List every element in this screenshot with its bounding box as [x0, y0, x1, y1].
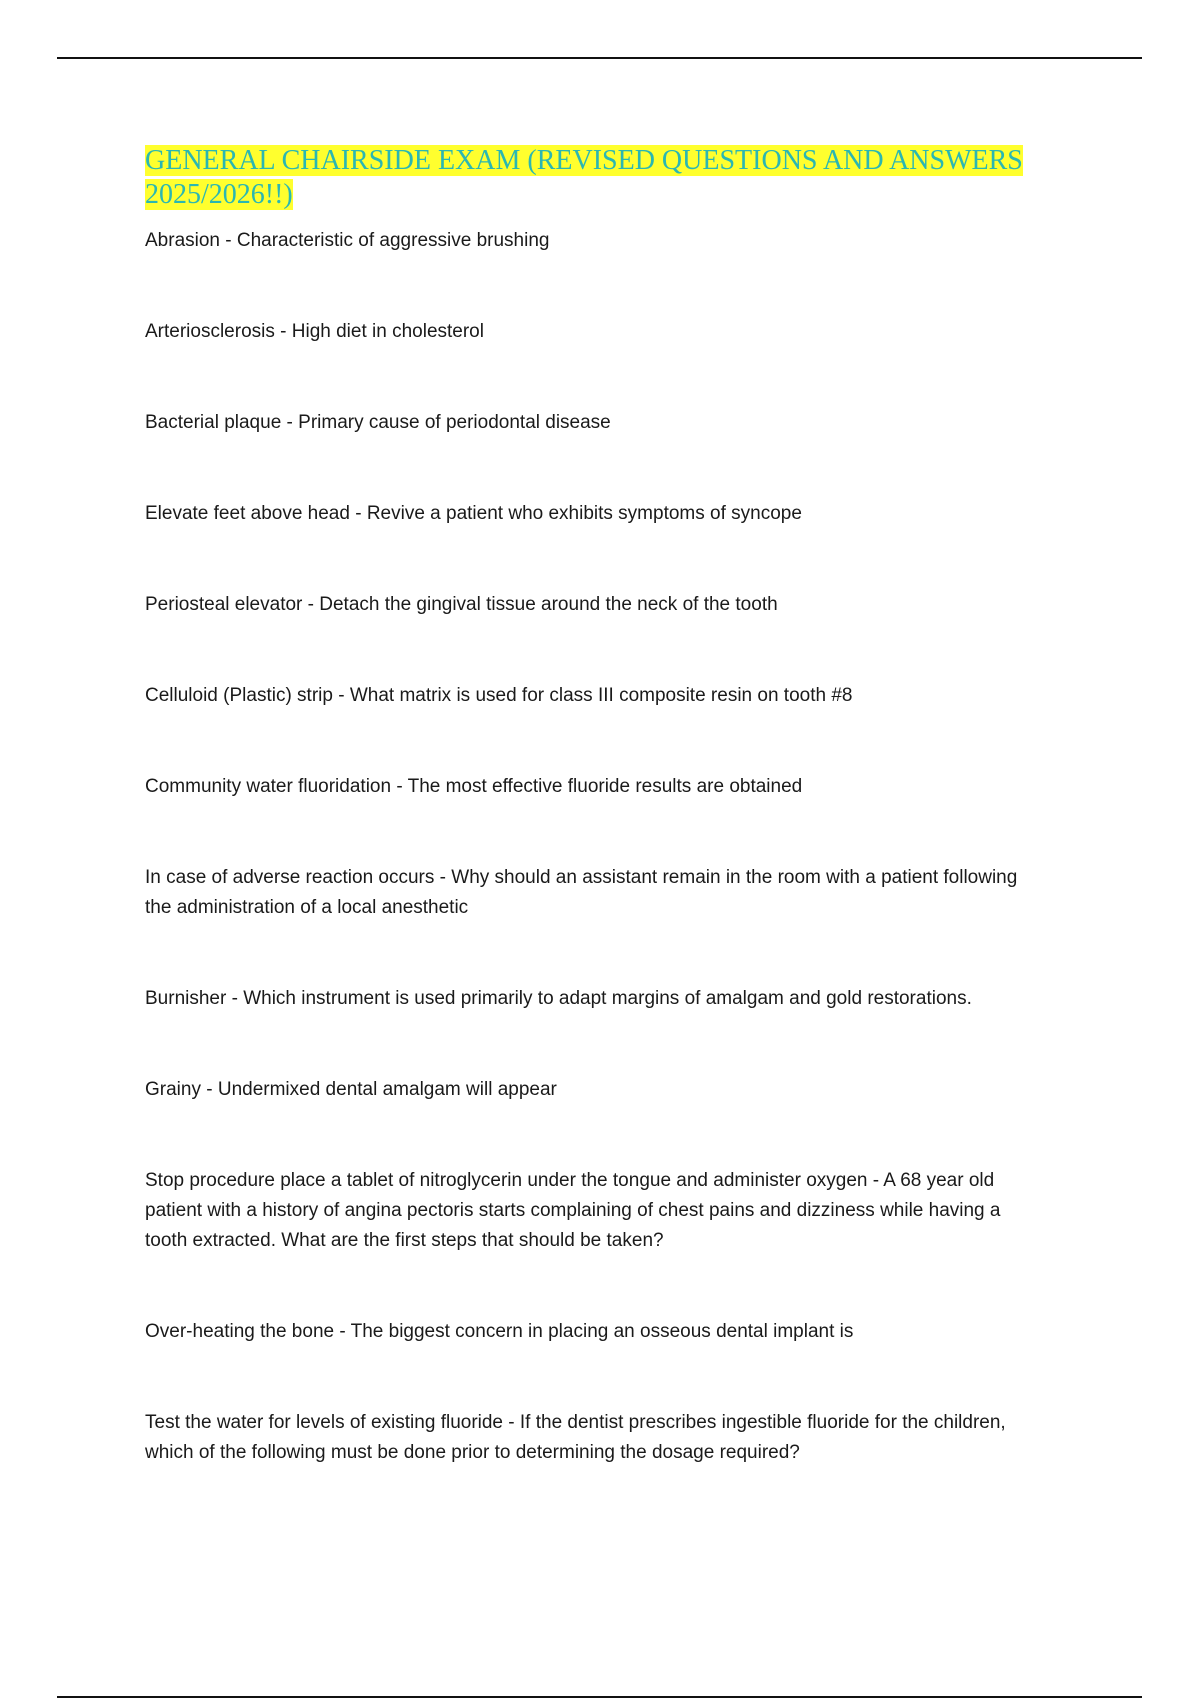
qa-item: Over-heating the bone - The biggest concern in placing an osseous dental implant is — [145, 1321, 854, 1342]
qa-item: Burnisher - Which instrument is used primarily to adapt margins of amalgam and gold restorations. — [145, 988, 972, 1009]
qa-list — [145, 226, 1045, 1468]
qa-item: Community water fluoridation - The most effective fluoride results are obtained — [145, 776, 803, 797]
bottom-rule — [57, 1696, 1142, 1698]
qa-item: Celluloid (Plastic) strip - What matrix is used for class III composite resin on tooth #8 — [145, 685, 853, 706]
qa-item: Elevate feet above head - Revive a patient who exhibits symptoms of syncope — [145, 503, 802, 524]
qa-item: Abrasion - Characteristic of aggressive brushing — [145, 230, 550, 251]
qa-item: Periosteal elevator - Detach the gingival tissue around the neck of the tooth — [145, 594, 778, 615]
qa-item: Test the water for levels of existing fluoride - If the dentist prescribes ingestible fluoride for the children, which of the following must be done prior to determining the dosage required? — [145, 1412, 1006, 1463]
qa-item: Stop procedure place a tablet of nitroglycerin under the tongue and administer oxygen - A 68 year old patient with a history of angina pectoris starts complaining of chest pains and dizziness while having a tooth extracted. What are the first steps that should be taken? — [145, 1170, 1001, 1251]
qa-item: In case of adverse reaction occurs - Why should an assistant remain in the room with a patient following the administration of a local anesthetic — [145, 867, 1018, 918]
document-title — [145, 144, 1045, 212]
qa-item: Arteriosclerosis - High diet in cholesterol — [145, 321, 484, 342]
top-rule — [57, 57, 1142, 59]
qa-item: Grainy - Undermixed dental amalgam will appear — [145, 1079, 557, 1100]
document-title-text: GENERAL CHAIRSIDE EXAM (REVISED QUESTIONS AND ANSWERS 2025/2026!!) — [145, 145, 1023, 210]
document-body — [145, 144, 1045, 1529]
qa-item: Bacterial plaque - Primary cause of periodontal disease — [145, 412, 611, 433]
